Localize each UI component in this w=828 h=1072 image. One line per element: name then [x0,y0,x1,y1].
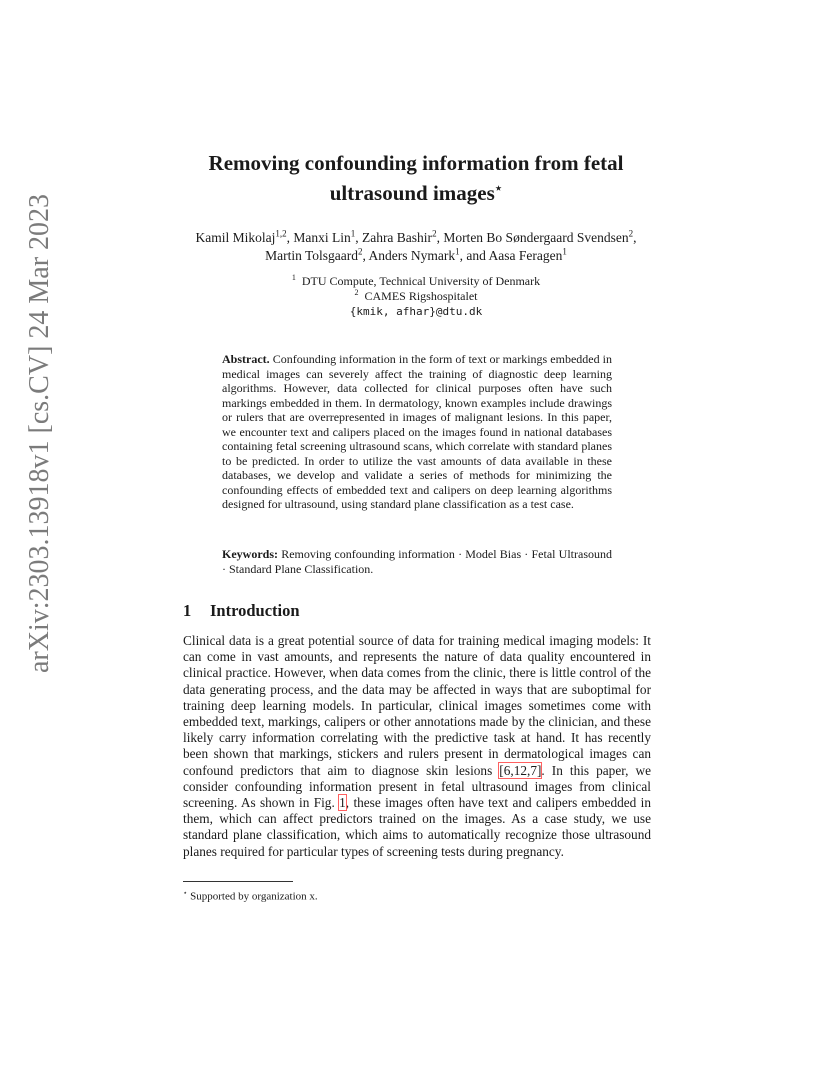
author-name: Aasa Feragen [488,248,563,263]
section-title: Introduction [210,601,300,620]
title-line-2: ultrasound images [329,181,495,205]
abstract-text: Confounding information in the form of text or markings embedded in medical images can severely affect the training of diagnostic deep learning algorithms. However, data collected for clinical purposes often have such markings embedded in them. In dermatology, known examples include drawings or rulers that are overrepresented in images of malignant lesions. In this paper, we encounter text and calipers placed on the images found in national databases containing fetal screening ultrasound scans, which correlate with standard planes to be predicted. In order to utilize the vast amounts of data available in these databases, we develop and validate a series of methods for minimizing the confounding effects of embedded text and calipers on deep learning algorithms designed for ultrasound, using standard plane classification as a test case. [222,352,613,511]
figure-link[interactable]: 1 [339,795,346,811]
abstract-label: Abstract. [222,352,270,366]
author-name: Zahra Bashir [361,230,433,245]
author-affiliation-mark: 2 [432,228,437,239]
citation-link[interactable]: [6,12,7] [499,762,542,778]
affiliations [180,274,652,319]
author-affiliation-mark: 2 [358,246,363,257]
author-separator: , and [459,248,489,263]
abstract [222,352,612,512]
author-affiliation-mark: 1 [455,246,460,257]
author-separator: , [286,230,294,245]
footnote [183,886,651,904]
email: {kmik, afhar}@dtu.dk [349,305,483,318]
author-affiliation-mark: 1 [350,228,356,239]
author-separator: , [436,230,444,245]
author-affiliation-mark: 2 [628,228,634,239]
author-name: Manxi Lin [293,230,351,245]
section-number: 1 [183,601,192,620]
author-name: Martin Tolsgaard [265,248,359,263]
title-footnote-mark: ⋆ [494,181,503,195]
author-list [180,229,652,265]
author-separator: , [355,230,362,245]
arxiv-stamp: arXiv:2303.13918v1 [cs.CV] 24 Mar 2023 [24,193,55,673]
footnote-mark: ⋆ [183,889,188,897]
footnote-text: Supported by organization x. [190,890,318,903]
author-separator: , [633,230,637,245]
keywords-label: Keywords: [222,547,278,561]
section-heading [183,601,655,621]
author-separator: , [362,248,369,263]
intro-paragraph: Clinical data is a great potential source of data for training medical imaging models: It can come in vast amounts, and represents the nature of data quality encountered in clinical practice. However, when data comes from the clinic, there is little control of the data generating process, and the data may be affected in ways that are suboptimal for training deep learning models. In particular, clinical images sometimes come with embedded text, markings, calipers or other annotations made by the clinician, and these likely carry information correlating with the predictive task at hand. It has recently been shown that markings, stickers and rulers present in dermatological images can confound predictors that aim to diagnose skin lesions [6,12,7]. In this paper, we consider confounding information present in fetal ultrasound images from clinical screening. As shown in Fig. 1, these images often have text and calipers embedded in them, which can affect predictors trained on the images. As a case study, we use standard plane classification, which aims to automatically recognize those ultrasound planes required for particular types of screening tests during pregnancy. [183,633,651,859]
paper-title [180,151,652,206]
footnote-rule [183,881,293,882]
keywords [222,547,612,576]
author-name: Morten Bo Søndergaard Svendsen [443,230,629,245]
keywords-text: Removing confounding information · Model Bias · Fetal Ultrasound · Standard Plane Classification. [222,547,613,576]
author-affiliation-mark: 1 [562,246,567,257]
title-line-1: Removing confounding information from fetal [208,151,624,175]
author-name: Kamil Mikolaj [195,230,276,245]
author-affiliation-mark: 1,2 [275,228,287,239]
affiliation-1: $^1$ DTU Compute, Technical University of Denmark [291,273,541,288]
author-name: Anders Nymark [368,248,456,263]
affiliation-2: $^2$ CAMES Rigshospitalet [354,288,478,303]
